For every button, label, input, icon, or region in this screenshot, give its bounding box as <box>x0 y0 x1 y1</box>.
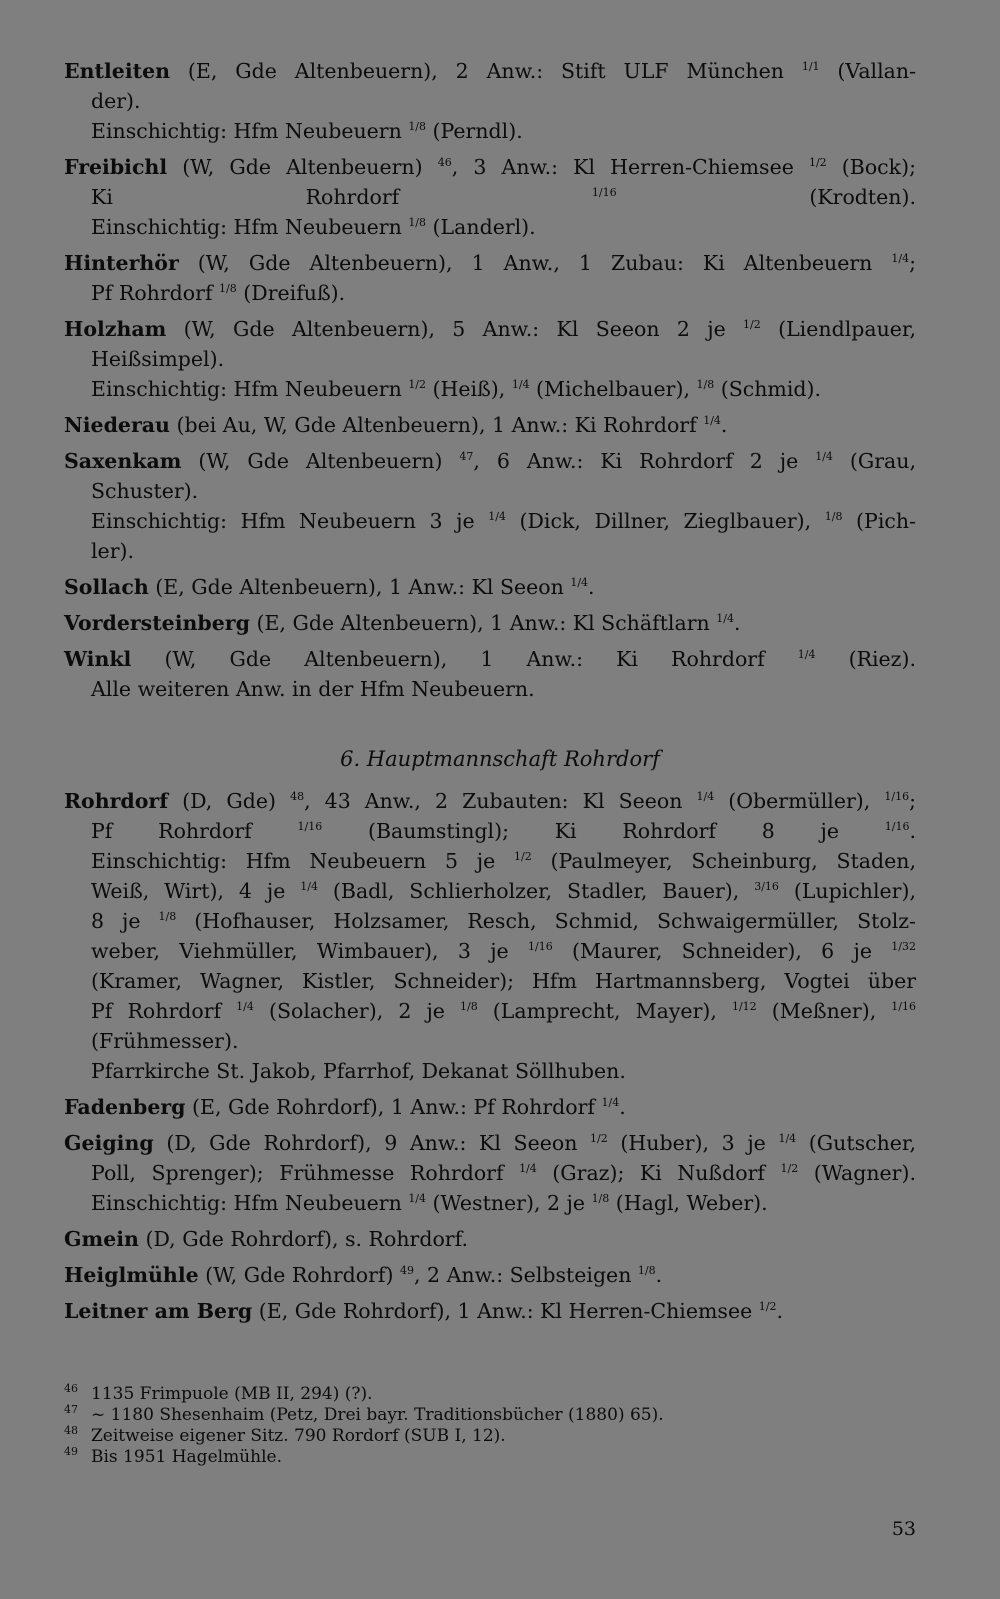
superscript: 1/2 <box>758 1300 777 1314</box>
entry-line <box>64 1188 916 1218</box>
entry-text: (Riez). <box>815 647 917 671</box>
section-heading: 6. Hauptmannschaft Rohrdorf <box>340 747 660 771</box>
entry-text: Heißsimpel). <box>91 347 225 371</box>
entry-text: (W, Gde Rohrdorf) <box>198 1263 400 1287</box>
entry-text: (W, Gde Altenbeuern) <box>181 449 460 473</box>
footnote-text: 1135 Frimpuole (MB II, 294) (?). <box>91 1384 373 1404</box>
footnote: 49 Bis 1951 Hagelmühle. <box>64 1445 282 1467</box>
entry <box>64 572 916 602</box>
footnote-text: Zeitweise eigener Sitz. 790 Rordorf (SUB I, 12). <box>91 1426 506 1446</box>
superscript: 1/8 <box>591 1192 610 1206</box>
superscript: 1/8 <box>219 282 237 296</box>
entry-text: (Bock); <box>826 155 916 179</box>
superscript: 1/1 <box>801 60 820 74</box>
entry-line <box>64 936 916 966</box>
entry-text: (Hagl, Weber). <box>609 1191 768 1215</box>
superscript: 1/16 <box>297 820 323 834</box>
entry-headword: Rohrdorf <box>64 789 169 813</box>
entry-text: Poll, Sprenger); Frühmesse Rohrdorf <box>91 1161 520 1185</box>
entry-text: Alle weiteren Anw. in der Hfm Neubeuern. <box>91 677 535 701</box>
entry-line <box>64 344 916 374</box>
entry-text: . <box>909 819 916 843</box>
entry-headword: Sollach <box>64 575 149 599</box>
entry-line <box>64 876 916 906</box>
entry-line <box>64 476 916 506</box>
superscript: 48 <box>290 790 305 804</box>
superscript: 1/2 <box>514 850 532 864</box>
footnote-text: Bis 1951 Hagelmühle. <box>91 1447 282 1467</box>
entries-block-rohrdorf <box>64 786 916 1332</box>
entry-text: , 2 Anw.: Selbsteigen <box>413 1263 638 1287</box>
entry-text: (Kramer, Wagner, Kistler, Schneider); Hfm Hartmannsberg, Vogtei über <box>91 969 916 993</box>
entry-text: (E, Gde Altenbeuern), 1 Anw.: Kl Seeon <box>148 575 571 599</box>
entry <box>64 1092 916 1122</box>
entry-text: (E, Gde Altenbeuern), 1 Anw.: Kl Schäftlarn <box>249 611 717 635</box>
entry-line <box>64 116 916 146</box>
entry-text: (Lupichler), <box>778 879 916 903</box>
entry-line <box>64 572 916 602</box>
entry-text: Einschichtig: Hfm Neubeuern <box>91 1191 409 1215</box>
entry-text: (E, Gde Rohrdorf), 1 Anw.: Kl Herren-Chiemsee <box>252 1299 759 1323</box>
superscript: 46 <box>437 156 452 170</box>
entry-text: Einschichtig: Hfm Neubeuern 5 je <box>91 849 515 873</box>
entry-text: (Solacher), 2 je <box>253 999 461 1023</box>
superscript: 1/2 <box>743 318 761 332</box>
entry-text: (Frühmesser). <box>91 1029 239 1053</box>
footnotes <box>64 1384 824 1468</box>
superscript: 1/16 <box>891 1000 916 1014</box>
entry-text: Einschichtig: Hfm Neubeuern <box>91 215 409 239</box>
entry-line <box>64 786 916 816</box>
entry-headword: Fadenberg <box>64 1095 186 1119</box>
entry-text: (Hofhauser, Holzsamer, Resch, Schmid, Schwaigermüller, Stolz- <box>176 909 916 933</box>
superscript: 1/4 <box>696 790 715 804</box>
superscript: 1/16 <box>591 186 617 200</box>
superscript: 1/4 <box>778 1132 797 1146</box>
entry-text: (Perndl). <box>426 119 523 143</box>
entry-text: (Meßner), <box>756 999 892 1023</box>
superscript: 1/8 <box>158 910 177 924</box>
entry-headword: Hinterhör <box>64 251 179 275</box>
entry-text: (Wagner). <box>798 1161 916 1185</box>
superscript: 1/8 <box>408 216 427 230</box>
superscript: 1/4 <box>511 378 530 392</box>
superscript: 1/4 <box>570 576 589 590</box>
entry-line <box>64 1224 916 1254</box>
entry <box>64 1128 916 1218</box>
entry-text: (Lamprecht, Mayer), <box>477 999 732 1023</box>
page-number: 53 <box>891 1518 916 1540</box>
entry-line <box>64 374 916 404</box>
entry-line <box>64 1092 916 1122</box>
superscript: 1/16 <box>527 940 553 954</box>
superscript: 1/8 <box>637 1264 656 1278</box>
entry-line <box>64 278 916 308</box>
entry-line <box>64 152 916 182</box>
entries-block-altenbeuern <box>64 56 916 710</box>
superscript: 1/8 <box>408 120 427 134</box>
entry-text: (Landerl). <box>426 215 536 239</box>
entry-line <box>64 1056 916 1086</box>
entry-text: der). <box>91 89 141 113</box>
entry-text: (Huber), 3 je <box>607 1131 779 1155</box>
entry <box>64 152 916 242</box>
superscript: 1/4 <box>300 880 318 894</box>
entry-text: ler). <box>91 539 135 563</box>
entry-text: . <box>619 1095 626 1119</box>
superscript: 1/4 <box>601 1096 620 1110</box>
entry-line <box>64 506 916 536</box>
entry-line <box>64 906 916 936</box>
entry-text: Pf Rohrdorf <box>91 999 237 1023</box>
entry-headword: Winkl <box>64 647 132 671</box>
entry <box>64 786 916 1086</box>
entry <box>64 446 916 566</box>
entry-line <box>64 248 916 278</box>
entry-text: Schuster). <box>91 479 199 503</box>
superscript: 1/2 <box>780 1162 799 1176</box>
entry-line <box>64 1260 916 1290</box>
entry <box>64 56 916 146</box>
entry-line <box>64 56 916 86</box>
superscript: 47 <box>459 450 474 464</box>
entry-line <box>64 608 916 638</box>
superscript: 1/4 <box>703 414 721 428</box>
entry-text: ; <box>909 789 916 813</box>
entry-text: 8 je <box>91 909 159 933</box>
superscript: 1/4 <box>408 1192 427 1206</box>
entry-line <box>64 644 916 674</box>
entry-text: (Liendlpauer, <box>760 317 916 341</box>
entry-text: (Baumstingl); Ki Rohrdorf 8 je <box>322 819 885 843</box>
entry-text: Pfarrkirche St. Jakob, Pfarrhof, Dekanat Söllhuben. <box>91 1059 626 1083</box>
entry-line <box>64 816 916 846</box>
superscript: 1/12 <box>731 1000 757 1014</box>
superscript: 1/2 <box>408 378 427 392</box>
entry-text: weber, Viehmüller, Wimbauer), 3 je <box>91 939 528 963</box>
entry-text: , 6 Anw.: Ki Rohrdorf 2 je <box>473 449 816 473</box>
entry-headword: Geiging <box>64 1131 154 1155</box>
entry-text: . <box>720 413 728 437</box>
superscript: 1/4 <box>236 1000 254 1014</box>
entry-text: (bei Au, W, Gde Altenbeuern), 1 Anw.: Ki Rohrdorf <box>169 413 704 437</box>
entry-text: (D, Gde Rohrdorf), 9 Anw.: Kl Seeon <box>153 1131 591 1155</box>
entry <box>64 1260 916 1290</box>
superscript: 1/2 <box>808 156 827 170</box>
entry-text: (Michelbauer), <box>529 377 697 401</box>
entry-text: Pf Rohrdorf <box>91 281 220 305</box>
superscript: 1/8 <box>824 510 843 524</box>
entry-line <box>64 1296 916 1326</box>
entry-line <box>64 1026 916 1056</box>
superscript: 1/32 <box>891 940 916 954</box>
entry-text: Pf Rohrdorf <box>91 819 298 843</box>
entry-text: (D, Gde) <box>168 789 291 813</box>
entry-text: Ki Rohrdorf <box>91 185 592 209</box>
entry-line <box>64 212 916 242</box>
superscript: 1/4 <box>797 648 816 662</box>
entry-text: (Grau, <box>832 449 916 473</box>
entry <box>64 248 916 308</box>
entry-headword: Vordersteinberg <box>64 611 250 635</box>
superscript: 1/4 <box>519 1162 537 1176</box>
entry-text: . <box>733 611 741 635</box>
entry-text: (Westner), 2 je <box>426 1191 592 1215</box>
entry-text: (W, Gde Altenbeuern), 1 Anw.: Ki Rohrdorf <box>131 647 798 671</box>
entry <box>64 410 916 440</box>
entry-line <box>64 1158 916 1188</box>
entry-text: (Paulmeyer, Scheinburg, Staden, <box>531 849 917 873</box>
footnote: 48 Zeitweise eigener Sitz. 790 Rordorf (SUB I, 12). <box>64 1424 506 1446</box>
superscript: 1/16 <box>884 790 910 804</box>
entry-line <box>64 846 916 876</box>
entry-text: , 3 Anw.: Kl Herren-Chiemsee <box>451 155 809 179</box>
superscript: 49 <box>399 1264 414 1278</box>
entry-line <box>64 536 916 566</box>
entry-text: Einschichtig: Hfm Neubeuern <box>91 119 409 143</box>
entry-text: (D, Gde Rohrdorf), s. Rohrdorf. <box>138 1227 468 1251</box>
entry-line <box>64 1128 916 1158</box>
footnote-text: ~ 1180 Shesenhaim (Petz, Drei bayr. Traditionsbücher (1880) 65). <box>91 1405 664 1425</box>
footnote: 46 1135 Frimpuole (MB II, 294) (?). <box>64 1382 373 1404</box>
entry-text: (Schmid). <box>714 377 822 401</box>
entry-text: (Pich- <box>842 509 916 533</box>
entry-text: (W, Gde Altenbeuern) <box>167 155 438 179</box>
entry-text: (Obermüller), <box>714 789 885 813</box>
entry-text: Weiß, Wirt), 4 je <box>91 879 301 903</box>
entry-text: (Vallan- <box>819 59 917 83</box>
entry-text: (Graz); Ki Nußdorf <box>536 1161 781 1185</box>
entry-line <box>64 446 916 476</box>
entry-text: . <box>655 1263 663 1287</box>
superscript: 1/8 <box>460 1000 478 1014</box>
superscript: 1/4 <box>716 612 734 626</box>
entry <box>64 608 916 638</box>
superscript: 1/8 <box>696 378 715 392</box>
entry-text: (Heiß), <box>426 377 512 401</box>
entry-text: (Badl, Schlierholzer, Stadler, Bauer), <box>317 879 755 903</box>
entry-headword: Gmein <box>64 1227 139 1251</box>
entry-text: (W, Gde Altenbeuern), 1 Anw., 1 Zubau: Ki Altenbeuern <box>178 251 892 275</box>
entry-line <box>64 966 916 996</box>
entry-text: ; <box>909 251 916 275</box>
superscript: 1/2 <box>590 1132 608 1146</box>
entry-text: (W, Gde Altenbeuern), 5 Anw.: Kl Seeon 2 je <box>166 317 744 341</box>
entry-line <box>64 674 916 704</box>
superscript: 3/16 <box>754 880 779 894</box>
entry <box>64 644 916 704</box>
entry-text: (Krodten). <box>616 185 916 209</box>
entry <box>64 1296 916 1326</box>
entry-text: , 43 Anw., 2 Zubauten: Kl Seeon <box>304 789 697 813</box>
entry-text: (E, Gde Rohrdorf), 1 Anw.: Pf Rohrdorf <box>185 1095 602 1119</box>
entry-headword: Freibichl <box>64 155 168 179</box>
entry-headword: Heiglmühle <box>64 1263 199 1287</box>
entry-text: (E, Gde Altenbeuern), 2 Anw.: Stift ULF München <box>170 59 802 83</box>
entry-line <box>64 410 916 440</box>
entry-text: Einschichtig: Hfm Neubeuern <box>91 377 409 401</box>
entry-line <box>64 86 916 116</box>
entry-headword: Niederau <box>64 413 170 437</box>
entry <box>64 1224 916 1254</box>
footnote: 47 ~ 1180 Shesenhaim (Petz, Drei bayr. Traditionsbücher (1880) 65). <box>64 1403 664 1425</box>
superscript: 1/16 <box>884 820 910 834</box>
entry-text: (Dick, Dillner, Zieglbauer), <box>505 509 825 533</box>
superscript: 1/4 <box>891 252 910 266</box>
entry-text: Einschichtig: Hfm Neubeuern 3 je <box>91 509 489 533</box>
entry-headword: Saxenkam <box>64 449 182 473</box>
entry-text: (Gutscher, <box>796 1131 916 1155</box>
entry-line <box>64 182 916 212</box>
entry-text: . <box>776 1299 783 1323</box>
entry-line <box>64 996 916 1026</box>
entry-headword: Holzham <box>64 317 167 341</box>
entry-line <box>64 314 916 344</box>
entry <box>64 314 916 404</box>
entry-text: . <box>588 575 595 599</box>
superscript: 1/4 <box>815 450 833 464</box>
entry-headword: Entleiten <box>64 59 171 83</box>
entry-text: (Maurer, Schneider), 6 je <box>552 939 892 963</box>
superscript: 1/4 <box>488 510 506 524</box>
entry-headword: Leitner am Berg <box>64 1299 253 1323</box>
entry-text: (Dreifuß). <box>236 281 346 305</box>
